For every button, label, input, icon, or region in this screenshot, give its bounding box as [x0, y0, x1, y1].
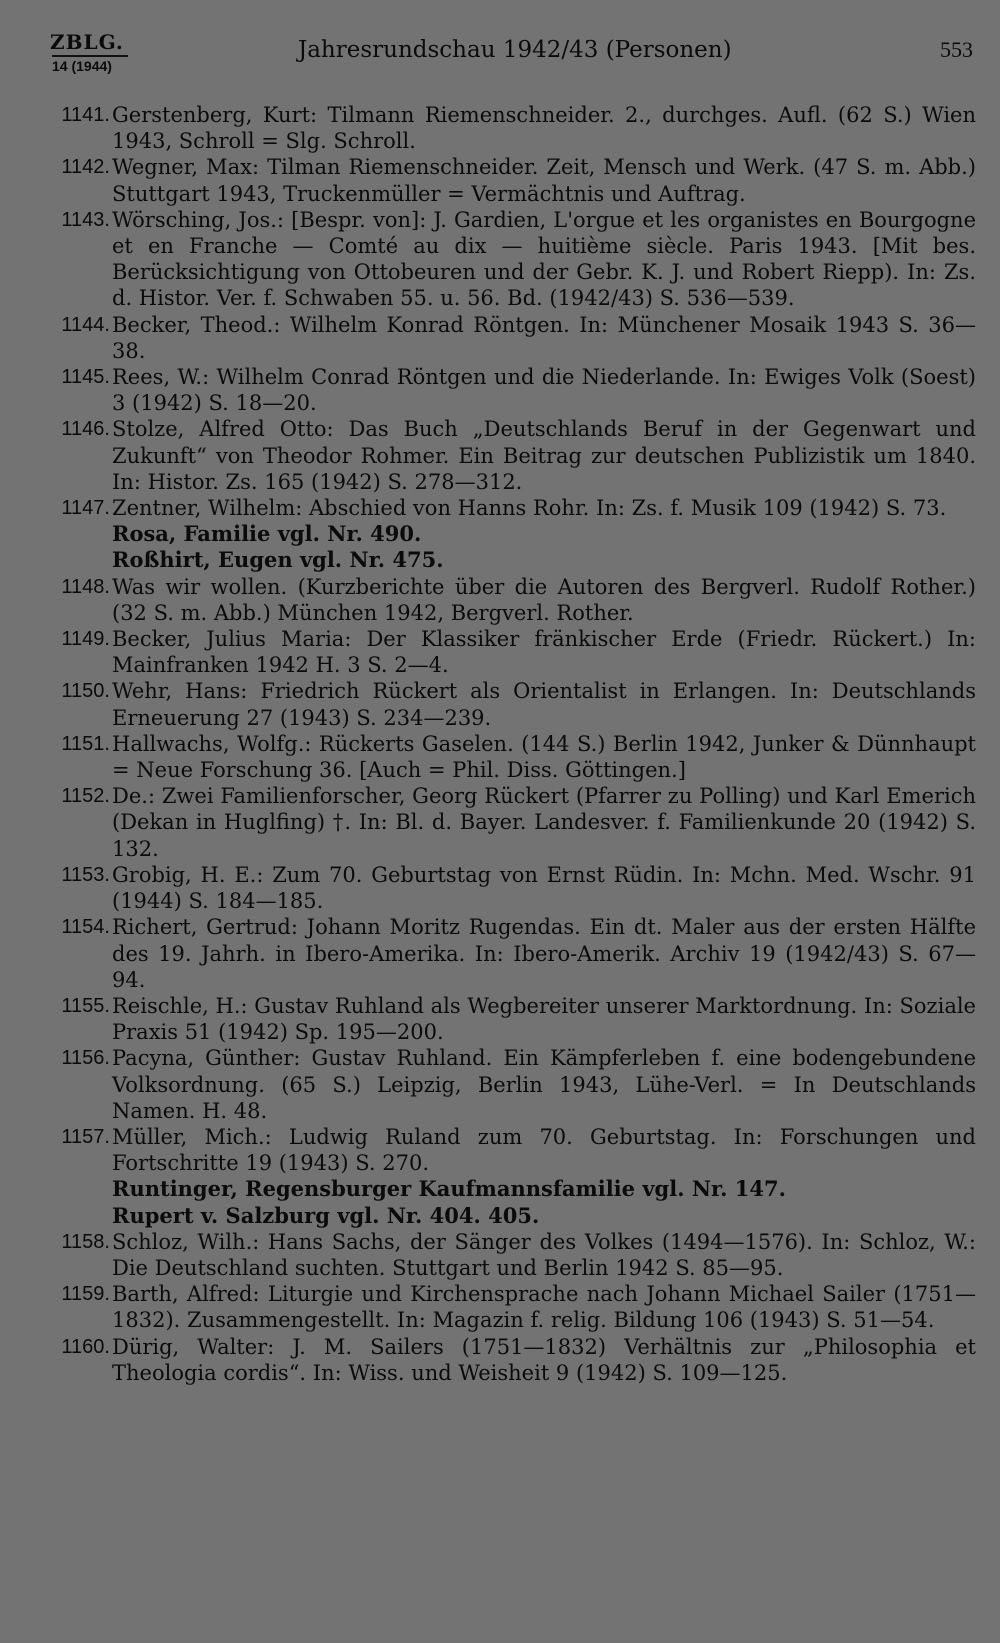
bibliography-entry-1152	[46, 783, 976, 862]
bibliography-entry-1150	[46, 678, 976, 730]
bibliography-entry-1148	[46, 574, 976, 626]
bibliography-entry-1156	[46, 1045, 976, 1124]
running-title: Jahresrundschau 1942/43 (Personen)	[298, 37, 732, 63]
bibliography-entry-1146	[46, 416, 976, 495]
cross-reference-rupert	[46, 1203, 976, 1229]
bibliography-entry-1157	[46, 1124, 976, 1176]
entry-text: Wehr, Hans: Friedrich Rückert als Orientalist in Erlangen. In: Deutschlands Erneuerung 27 (1943) S. 234—239.	[112, 679, 976, 730]
cross-reference-rosshirt	[46, 547, 976, 573]
entry-number: 1142.	[61, 156, 110, 179]
entry-text: Gerstenberg, Kurt: Tilmann Riemenschneider. 2., durchges. Aufl. (62 S.) Wien 1943, Schroll = Slg. Schroll.	[112, 103, 976, 154]
entry-text: De.: Zwei Familienforscher, Georg Rückert (Pfarrer zu Polling) und Karl Emerich (Dekan in Huglfing) †. In: Bl. d. Bayer. Landesver. f. Familienkunde 20 (1942) S. 132.	[112, 784, 976, 861]
entry-text: Becker, Julius Maria: Der Klassiker fränkischer Erde (Friedr. Rückert.) In: Mainfranken 1942 H. 3 S. 2—4.	[112, 627, 976, 678]
entry-text: Hallwachs, Wolfg.: Rückerts Gaselen. (144 S.) Berlin 1942, Junker & Dünnhaupt = Neue Forschung 36. [Auch = Phil. Diss. Göttingen.]	[112, 731, 976, 783]
entry-number: 1151.	[61, 732, 110, 755]
bibliography-entry-1158	[46, 1229, 976, 1281]
entry-text: Wegner, Max: Tilman Riemenschneider. Zeit, Mensch und Werk. (47 S. m. Abb.) Stuttgart 1943, Truckenmüller = Vermächtnis und Auftrag.	[112, 155, 976, 206]
entry-text: Richert, Gertrud: Johann Moritz Rugendas. Ein dt. Maler aus der ersten Hälfte des 19. Jahrh. in Ibero-Amerika. In: Ibero-Amerik. Archiv 19 (1942/43) S. 67—94.	[112, 915, 976, 992]
entry-text: Rees, W.: Wilhelm Conrad Röntgen und die Niederlande. In: Ewiges Volk (Soest) 3 (1942) S. 18—20.	[112, 365, 976, 416]
entry-number: 1145.	[61, 366, 110, 389]
entry-number: 1149.	[61, 628, 110, 651]
entry-text: Runtinger, Regensburger Kaufmannsfamilie vgl. Nr. 147.	[112, 1176, 786, 1202]
journal-divider-rule	[52, 55, 128, 57]
page-header	[46, 32, 976, 78]
journal-abbreviation: ZBLG.	[50, 30, 124, 54]
entry-text: Grobig, H. E.: Zum 70. Geburtstag von Ernst Rüdin. In: Mchn. Med. Wschr. 91 (1944) S. 184—185.	[112, 862, 976, 914]
entry-text: Müller, Mich.: Ludwig Ruland zum 70. Geburtstag. In: Forschungen und Fortschritte 19 (1943) S. 270.	[112, 1124, 976, 1176]
bibliography-entry-1142	[46, 154, 976, 206]
bibliography-entry-1144	[46, 312, 976, 364]
entry-text: Stolze, Alfred Otto: Das Buch „Deutschlands Beruf in der Gegenwart und Zukunft“ von Theodor Rohmer. Ein Beitrag zur deutschen Publizistik um 1840. In: Histor. Zs. 165 (1942) S. 278—312.	[112, 417, 976, 494]
entry-number: 1150.	[61, 680, 110, 703]
entry-number: 1143.	[61, 208, 110, 231]
bibliography-entry-1143	[46, 207, 976, 312]
entry-number: 1154.	[61, 916, 110, 939]
entry-text: Roßhirt, Eugen vgl. Nr. 475.	[112, 547, 444, 573]
bibliography-entry-1160	[46, 1334, 976, 1386]
bibliography-entry-1159	[46, 1281, 976, 1333]
entry-number: 1148.	[61, 575, 110, 598]
cross-reference-rosa	[46, 521, 976, 547]
entry-text: Dürig, Walter: J. M. Sailers (1751—1832) Verhältnis zur „Philosophia et Theologia cordis“. In: Wiss. und Weisheit 9 (1942) S. 109—125.	[112, 1334, 976, 1385]
entry-number: 1146.	[61, 418, 110, 441]
bibliography-entry-1151	[46, 731, 976, 783]
entry-number: 1147.	[61, 497, 110, 520]
bibliography-entry-1145	[46, 364, 976, 416]
entry-text: Pacyna, Günther: Gustav Ruhland. Ein Kämpferleben f. eine bodengebundene Volksordnung. (65 S.) Leipzig, Berlin 1943, Lühe-Verl. = In Deutschlands Namen. H. 48.	[112, 1046, 976, 1123]
bibliography-entry-1153	[46, 862, 976, 914]
bibliography-entry-1141	[46, 102, 976, 154]
entry-text: Reischle, H.: Gustav Ruhland als Wegbereiter unserer Marktordnung. In: Soziale Praxis 51 (1942) Sp. 195—200.	[112, 993, 976, 1045]
entry-number: 1158.	[61, 1230, 110, 1253]
entry-number: 1156.	[61, 1047, 110, 1070]
entry-number: 1141.	[61, 104, 110, 126]
entry-number: 1144.	[61, 313, 110, 336]
entry-number: 1155.	[61, 994, 110, 1017]
entry-text: Zentner, Wilhelm: Abschied von Hanns Rohr. In: Zs. f. Musik 109 (1942) S. 73.	[112, 496, 947, 521]
entry-number: 1160.	[61, 1335, 110, 1358]
entry-number: 1152.	[61, 785, 110, 808]
bibliography-entry-1155	[46, 993, 976, 1045]
entry-text: Wörsching, Jos.: [Bespr. von]: J. Gardien, L'orgue et les organistes en Bourgogne et en Franche — Comté au dix — huitième siècle. Paris 1943. [Mit bes. Berücksichtigung von Ottobeuren und der Gebr. K. J. und Robert Riepp). In: Zs. d. Histor. Ver. f. Schwaben 55. u. 56. Bd. (1942/43) S. 536—539.	[112, 207, 976, 311]
entry-text: Schloz, Wilh.: Hans Sachs, der Sänger des Volkes (1494—1576). In: Schloz, W.: Die Deutschland suchten. Stuttgart und Berlin 1942 S. 85—95.	[112, 1229, 976, 1280]
entry-text: Rosa, Familie vgl. Nr. 490.	[112, 521, 422, 547]
page-number: 553	[940, 37, 973, 62]
entry-text: Becker, Theod.: Wilhelm Konrad Röntgen. In: Münchener Mosaik 1943 S. 36—38.	[112, 312, 976, 363]
entry-text: Was wir wollen. (Kurzberichte über die Autoren des Bergverl. Rudolf Rother.) (32 S. m. Abb.) München 1942, Bergverl. Rother.	[112, 574, 976, 625]
entry-text: Barth, Alfred: Liturgie und Kirchensprache nach Johann Michael Sailer (1751—1832). Zusammengestellt. In: Magazin f. relig. Bildung 106 (1943) S. 51—54.	[112, 1282, 976, 1333]
entry-number: 1153.	[61, 863, 110, 886]
entry-number: 1159.	[61, 1283, 110, 1306]
bibliography-entry-1147	[46, 495, 976, 521]
cross-reference-runtinger	[46, 1176, 976, 1202]
bibliography-entry-1154	[46, 914, 976, 993]
bibliography-entry-1149	[46, 626, 976, 678]
bibliography-entry-list	[46, 102, 976, 1386]
journal-volume: 14 (1944)	[52, 58, 112, 74]
entry-text: Rupert v. Salzburg vgl. Nr. 404. 405.	[112, 1202, 540, 1228]
entry-number: 1157.	[61, 1125, 110, 1148]
